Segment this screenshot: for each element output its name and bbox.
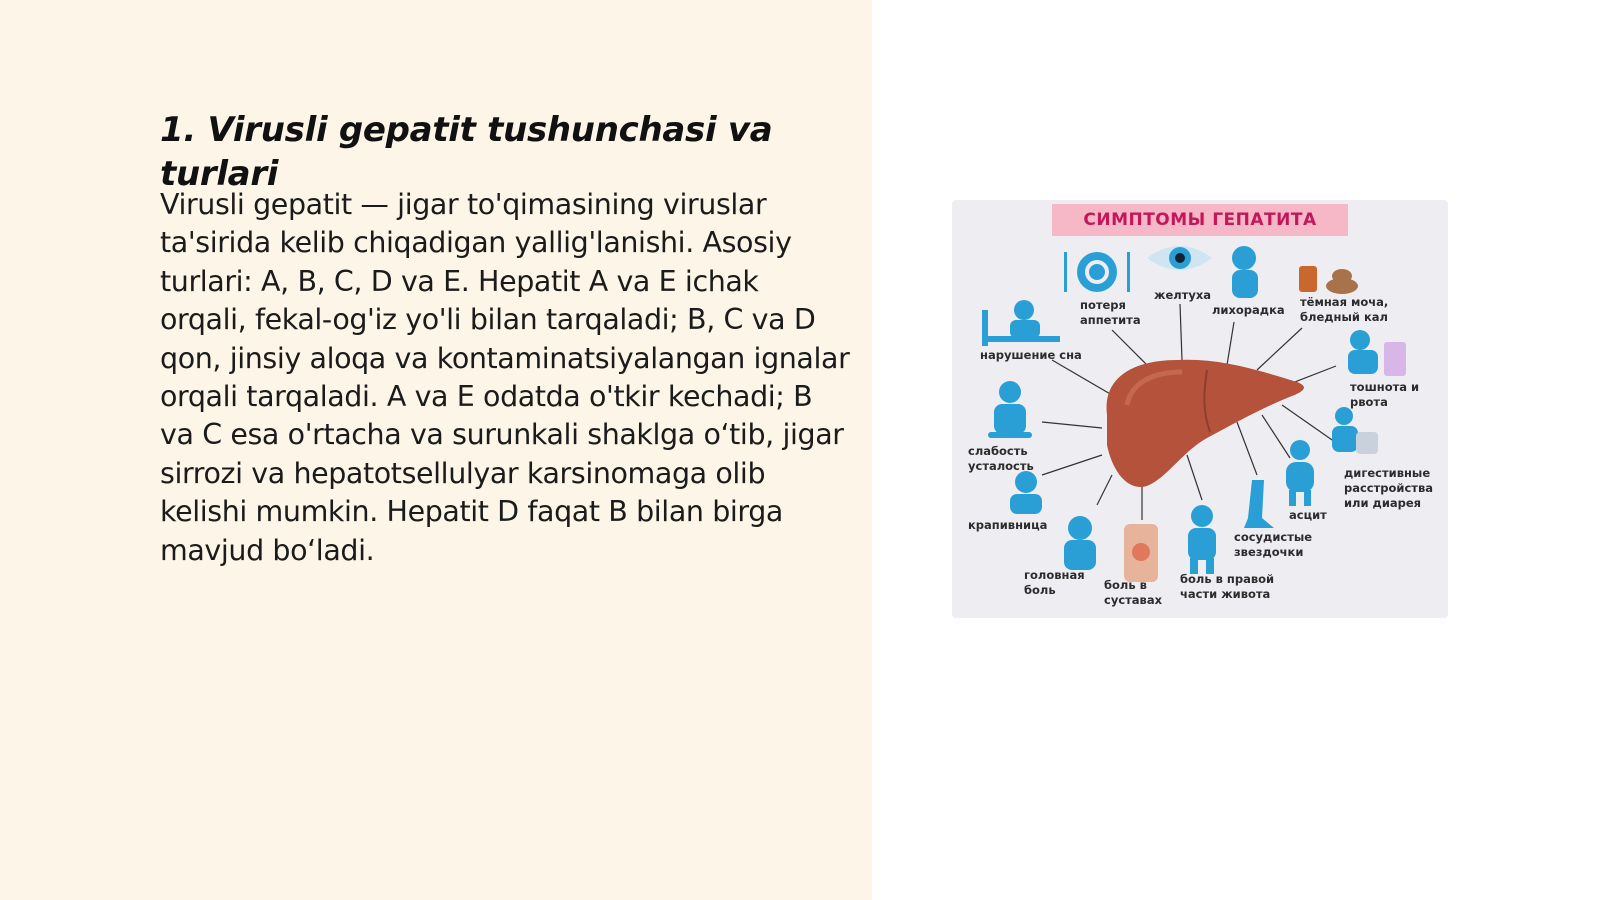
slide-body-text: Virusli gepatit — jigar to'qimasining viruslar ta'sirida kelib chiqadigan yallig'lanishi. Asosiy turlari: A, B, C, D va E. Hepatit A va E ichak orqali, fekal-og'iz yo'li bilan tarqaladi; B, C va D qon, jinsiy aloqa va kontaminatsiyalangan ignalar orqali tarqaladi. A va E odatda o'tkir kechadi; B va C esa o'rtacha va surunkali shaklga o‘tib, jigar sirrozi va hepatotsellulyar karsinomaga olib kelishi mumkin. Hepatit D faqat B bilan birga mavjud bo‘ladi. [160, 188, 850, 567]
urticaria-person-icon [1010, 471, 1042, 514]
knee-joint-icon [1124, 524, 1158, 582]
leg-spider-veins-icon [1244, 480, 1274, 528]
weakness-person-icon [988, 381, 1032, 438]
headache-person-icon [1064, 516, 1096, 570]
symptom-urine-label: тёмная моча, бледный кал [1300, 295, 1389, 324]
fever-person-icon [1232, 246, 1258, 298]
symptom-headache-label: головная боль [1024, 568, 1085, 597]
nausea-icon [1348, 330, 1406, 376]
symptom-jaundice-label: желтуха [1154, 288, 1212, 302]
symptom-nausea-label: тошнота и рвота [1350, 380, 1420, 409]
symptom-fever-label: лихорадка [1212, 303, 1285, 317]
symptom-abdominal-label: боль в правой части живота [1180, 572, 1275, 601]
symptom-urticaria-label: крапивница [968, 518, 1048, 532]
ascites-person-icon [1286, 440, 1314, 506]
infographic-title: СИМПТОМЫ ГЕПАТИТА [1083, 210, 1317, 230]
toilet-person-icon [1332, 407, 1378, 454]
eye-icon [1147, 246, 1212, 270]
liver-illustration [1107, 360, 1304, 487]
plate-icon [1064, 252, 1130, 292]
slide-title: 1. Virusli gepatit tushunchasi va turlari [160, 110, 773, 194]
symptom-digestive-label: дигестивные расстройства или диарея [1344, 466, 1434, 510]
symptom-spider-veins-label: сосудистые звездочки [1234, 530, 1313, 559]
symptom-sleep-label: нарушение сна [980, 348, 1082, 362]
urine-stool-icon [1299, 266, 1358, 294]
symptom-appetite-label: потеря аппетита [1080, 298, 1141, 327]
abdominal-pain-person-icon [1188, 505, 1216, 574]
sleep-bed-icon [982, 300, 1060, 346]
symptom-ascites-label: асцит [1289, 508, 1327, 522]
hepatitis-symptoms-infographic [952, 200, 1448, 618]
symptom-weakness-label: слабость усталость [968, 444, 1034, 473]
infographic-title-box [1052, 204, 1348, 236]
symptom-joints-label: боль в суставах [1104, 578, 1163, 607]
